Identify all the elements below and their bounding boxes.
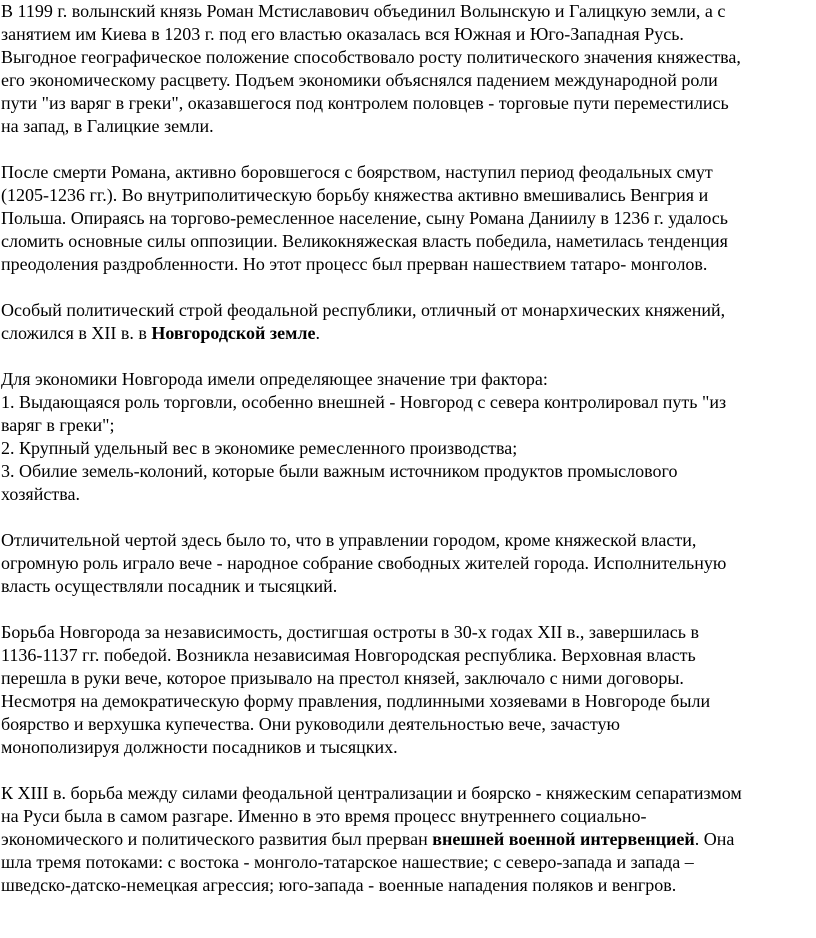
text-line: Выгодное географическое положение способствовало росту политического значения княжества, <box>1 47 741 67</box>
paragraph-economy-factors <box>1 368 816 506</box>
text-line: Отличительной чертой здесь было то, что в управлении городом, кроме княжеской власти, <box>1 530 697 550</box>
text-line: 1. Выдающаяся роль торговли, особенно внешней - Новгород с севера контролировал путь "из <box>1 392 727 412</box>
text-line: занятием им Киева в 1203 г. под его властью оказалась вся Южная и Юго-Западная Русь. <box>1 24 684 44</box>
text-line: 2. Крупный удельный вес в экономике ремесленного производства; <box>1 438 518 458</box>
paragraph-novgorod-republic <box>1 299 816 345</box>
text-line: 3. Обилие земель-колоний, которые были важным источником продуктов промыслового <box>1 461 678 481</box>
text-line: варяг в греки"; <box>1 415 115 435</box>
text-line: перешла в руки вече, которое призывало на престол князей, заключало с ними договоры. <box>1 668 684 688</box>
text-line: на запад, в Галицкие земли. <box>1 116 214 136</box>
paragraph-independence <box>1 621 816 759</box>
text-line: хозяйства. <box>1 484 80 504</box>
text-segment: сложился в XII в. в <box>1 323 152 343</box>
text-segment: . <box>315 323 320 343</box>
text-line: огромную роль играло вече - народное собрание свободных жителей города. Исполнительную <box>1 553 727 573</box>
text-line: сломить основные силы оппозиции. Великокняжеская власть победила, наметилась тенденция <box>1 231 728 251</box>
text-line: Несмотря на демократическую форму правления, подлинными хозяевами в Новгороде были <box>1 691 711 711</box>
text-line: его экономическому расцвету. Подъем экономики объяснялся падением международной роли <box>1 70 718 90</box>
text-line: (1205-1236 гг.). Во внутриполитическую борьбу княжества активно вмешивались Венгрия и <box>1 185 709 205</box>
bold-term-foreign-intervention: внешней военной интервенцией <box>432 829 695 849</box>
text-line: В 1199 г. волынский князь Роман Мстиславович объединил Волынскую и Галицкую земли, а с <box>1 1 726 21</box>
paragraph-feudal-turmoil <box>1 161 816 276</box>
text-line: Борьба Новгорода за независимость, достигшая остроты в 30-х годах XII в., завершилась в <box>1 622 699 642</box>
text-line <box>1 828 816 851</box>
text-line: шведско-датско-немецкая агрессия; юго-запада - военные нападения поляков и венгров. <box>1 875 677 895</box>
text-line: пути "из варяг в греки", оказавшегося под контролем половцев - торговые пути переместились <box>1 93 729 113</box>
text-line: боярство и верхушка купечества. Они руководили деятельностью вече, зачастую <box>1 714 620 734</box>
text-line: на Руси была в самом разгаре. Именно в это время процесс внутреннего социально- <box>1 806 647 826</box>
text-line: Польша. Опираясь на торгово-ремесленное население, сыну Романа Даниилу в 1236 г. удалось <box>1 208 729 228</box>
text-line: монополизируя должности посадников и тысяцких. <box>1 737 398 757</box>
bold-term-novgorod-land: Новгородской земле <box>151 323 316 343</box>
paragraph-veche <box>1 529 816 598</box>
text-line: шла тремя потоками: с востока - монголо-татарское нашествие; с северо-запада и запада – <box>1 852 694 872</box>
text-line: Для экономики Новгорода имели определяющее значение три фактора: <box>1 369 548 389</box>
text-line: К XIII в. борьба между силами феодальной централизации и боярско - княжеским сепаратизмом <box>1 783 742 803</box>
text-segment: экономического и политического развития был прерван <box>1 829 433 849</box>
paragraph-galicia-volhynia <box>1 0 816 138</box>
text-line: Особый политический строй феодальной республики, отличный от монархических княжений, <box>1 300 726 320</box>
paragraph-foreign-intervention <box>1 782 816 897</box>
text-line: После смерти Романа, активно боровшегося с боярством, наступил период феодальных смут <box>1 162 713 182</box>
text-line: власть осуществляли посадник и тысяцкий. <box>1 576 338 596</box>
text-segment: . Она <box>694 829 735 849</box>
text-line: преодоления раздробленности. Но этот процесс был прерван нашествием татаро- монголов. <box>1 254 708 274</box>
text-line <box>1 322 816 345</box>
text-line: 1136-1137 гг. победой. Возникла независимая Новгородская республика. Верховная власть <box>1 645 696 665</box>
